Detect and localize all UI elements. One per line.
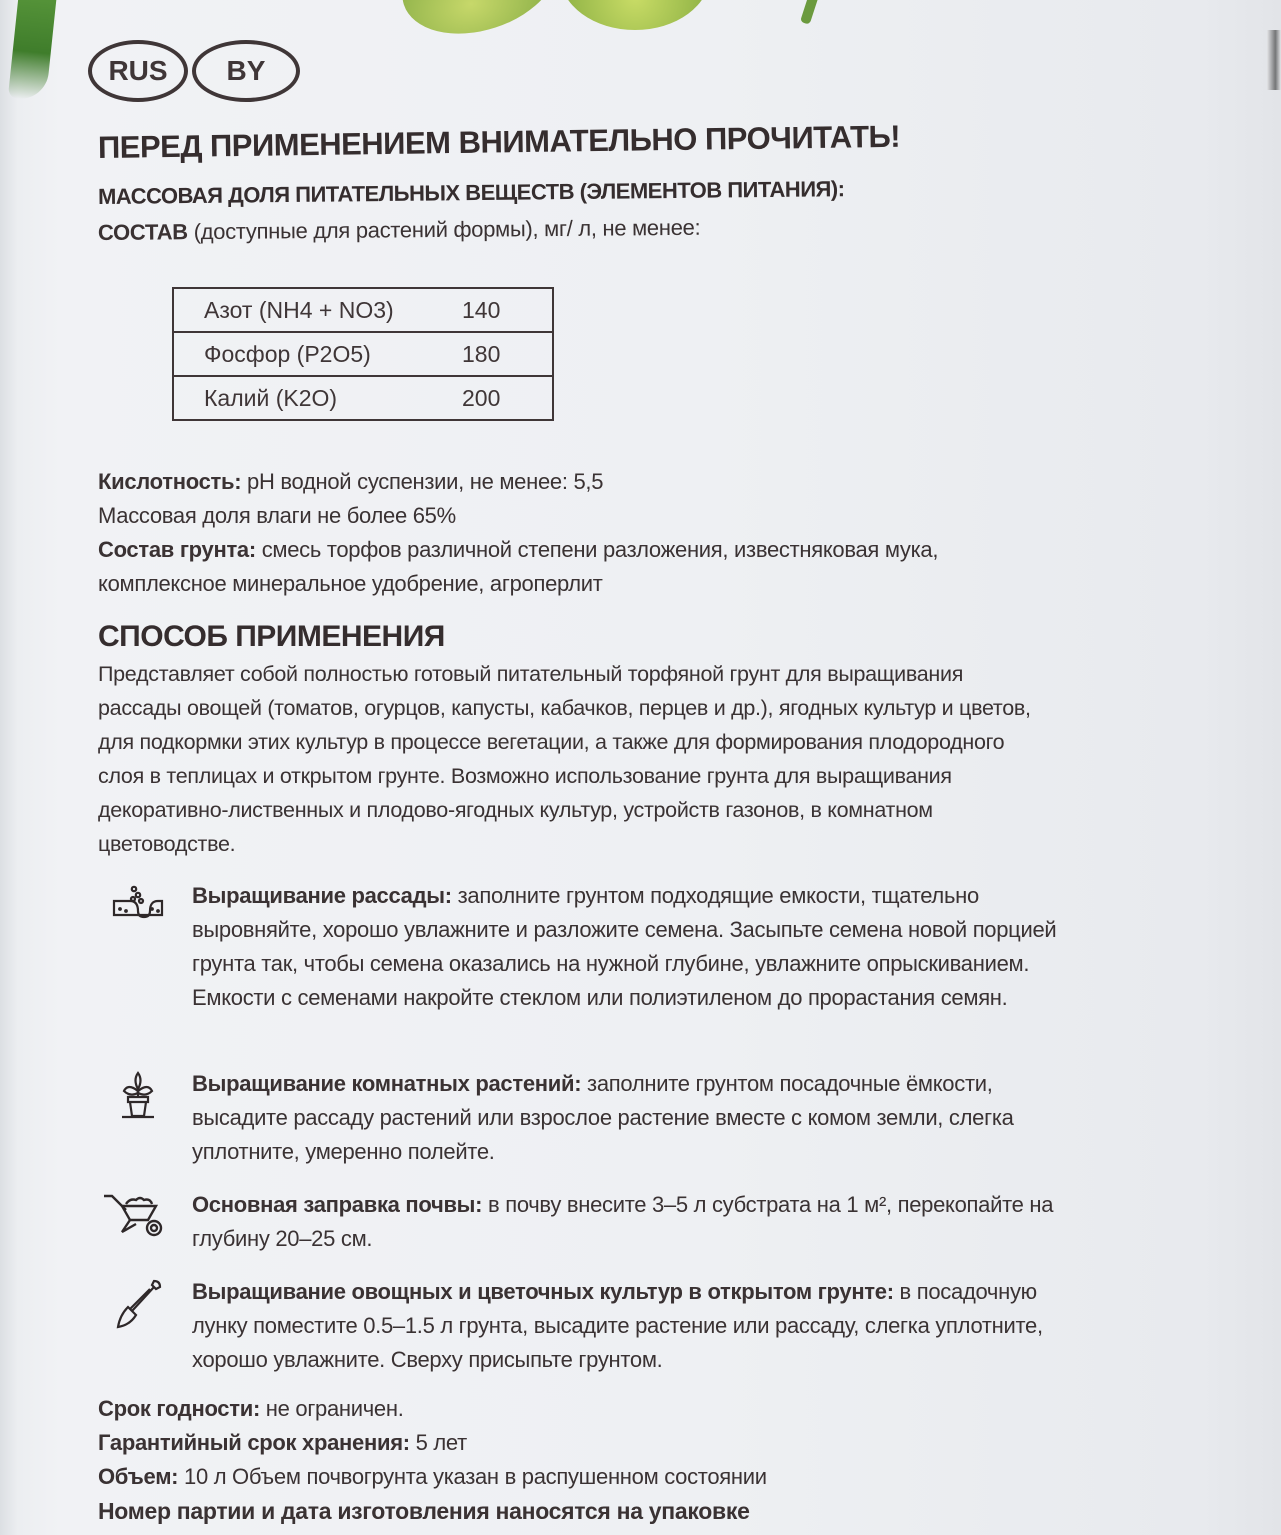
step-body: в посадочную лунку поместите 0.5–1.5 л грунта, высадите растение или рассаду, слегка уплотните, хорошо увлажните. Сверху присыпьте грунтом.: [192, 1279, 1043, 1372]
step-body: заполните грунтом посадочные ёмкости, высадите рассаду растений или взрослое растение вместе с комом земли, слегка уплотните, умеренно полейте.: [192, 1071, 1014, 1164]
storage-text: 5 лет: [409, 1430, 467, 1455]
composition-label: СОСТАВ: [97, 219, 188, 245]
wheelbarrow-icon: [100, 1190, 176, 1244]
package-edge: [1267, 30, 1281, 90]
storage-label: Гарантийный срок хранения:: [98, 1430, 410, 1455]
badge-by: BY: [192, 40, 300, 102]
volume-line: [98, 1460, 767, 1494]
step-title: Выращивание рассады:: [192, 883, 452, 908]
seedling-tray-icon: [100, 881, 176, 935]
nutrient-value: 200: [462, 384, 501, 411]
nutrient-value: 140: [462, 288, 553, 332]
stem-decoration: [800, 0, 820, 25]
fruit-decoration: [560, 0, 710, 30]
batch-line: Номер партии и дата изготовления наносятся на упаковке: [98, 1498, 750, 1524]
step-body: в почву внесите 3–5 л субстрата на 1 м², перекопайте на глубину 20–25 см.: [192, 1192, 1054, 1251]
storage-line: [98, 1426, 767, 1460]
acidity-label: Кислотность:: [98, 469, 242, 494]
fruit-decoration: [388, 0, 571, 52]
warning-heading: ПЕРЕД ПРИМЕНЕНИЕМ ВНИМАТЕЛЬНО ПРОЧИТАТЬ!: [97, 118, 901, 165]
soil-label: Состав грунта:: [98, 537, 256, 562]
step-body: заполните грунтом подходящие емкости, тщательно выровняйте, хорошо увлажните и разложите семена. Засыпьте семена новой порцией грунта так, чтобы семена оказались на нужной глубине, увлажните опрыскиванием. Емкости с семенами накройте стеклом или полиэтиленом до прорастания семян.: [192, 883, 1057, 1010]
volume-label: Объем:: [98, 1464, 179, 1489]
usage-description: Представляет собой полностью готовый питательный торфяной грунт для выращивания рассады овощей (томатов, огурцов, капусты, кабачков, перцев и др.), ягодных культур и цветов, для подкормки этих культур в процессе вегетации, а также для формирования плодородного слоя в теплицах и открытом грунте. Возможно использование грунта для выращивания декоративно-лиственных и плодово-ягодных культур, устройств газонов, в комнатном цветоводстве.: [98, 662, 1031, 856]
usage-step: [100, 1067, 1092, 1169]
potted-plant-icon: [100, 1069, 176, 1123]
shelf-life-label: Срок годности:: [98, 1396, 260, 1421]
nutrient-value: 180: [462, 332, 553, 376]
nutrient-name: Фосфор (P2O5): [173, 332, 462, 376]
footer-block: [98, 1392, 767, 1528]
usage-step: [100, 879, 1092, 1015]
step-title: Выращивание овощных и цветочных культур в открытом грунте:: [192, 1279, 894, 1304]
acidity-line: [98, 465, 938, 499]
table-row: [173, 332, 553, 376]
nutrient-name: Азот (NH4 + NO3): [173, 288, 462, 332]
composition-line: [98, 215, 701, 246]
properties-block: [98, 465, 938, 601]
badge-rus: RUS: [88, 40, 188, 102]
acidity-text: pH водной суспензии, не менее: 5,5: [241, 469, 604, 494]
shelf-life-text: не ограничен.: [259, 1396, 404, 1421]
soil-line: [98, 533, 938, 567]
step-title: Основная заправка почвы:: [192, 1192, 483, 1217]
soil-text: смесь торфов различной степени разложения, известняковая мука,: [255, 537, 939, 562]
country-badges: [88, 40, 304, 102]
step-text: [192, 879, 1092, 1015]
nutrient-heading: МАССОВАЯ ДОЛЯ ПИТАТЕЛЬНЫХ ВЕЩЕСТВ (ЭЛЕМЕНТОВ ПИТАНИЯ):: [97, 176, 845, 209]
table-row: [173, 288, 553, 332]
nutrient-name: Калий (K2O): [204, 384, 338, 411]
step-text: [192, 1067, 1092, 1169]
composition-text: (доступные для растений формы), мг/ л, не менее:: [187, 214, 701, 245]
leaf-decoration: [8, 0, 58, 102]
moisture-line: Массовая доля влаги не более 65%: [98, 503, 456, 528]
table-row: [173, 376, 553, 420]
usage-title: СПОСОБ ПРИМЕНЕНИЯ: [98, 620, 445, 653]
nutrient-table: [172, 287, 554, 421]
usage-step: [100, 1188, 1092, 1256]
volume-text: 10 л Объем почвогрунта указан в распушенном состоянии: [178, 1464, 767, 1489]
shovel-icon: [100, 1277, 176, 1331]
step-title: Выращивание комнатных растений:: [192, 1071, 582, 1096]
step-text: [192, 1188, 1092, 1256]
usage-step: [100, 1275, 1092, 1377]
shelf-life-line: [98, 1392, 767, 1426]
soil-line-2: комплексное минеральное удобрение, агроперлит: [98, 571, 603, 596]
step-text: [192, 1275, 1092, 1377]
